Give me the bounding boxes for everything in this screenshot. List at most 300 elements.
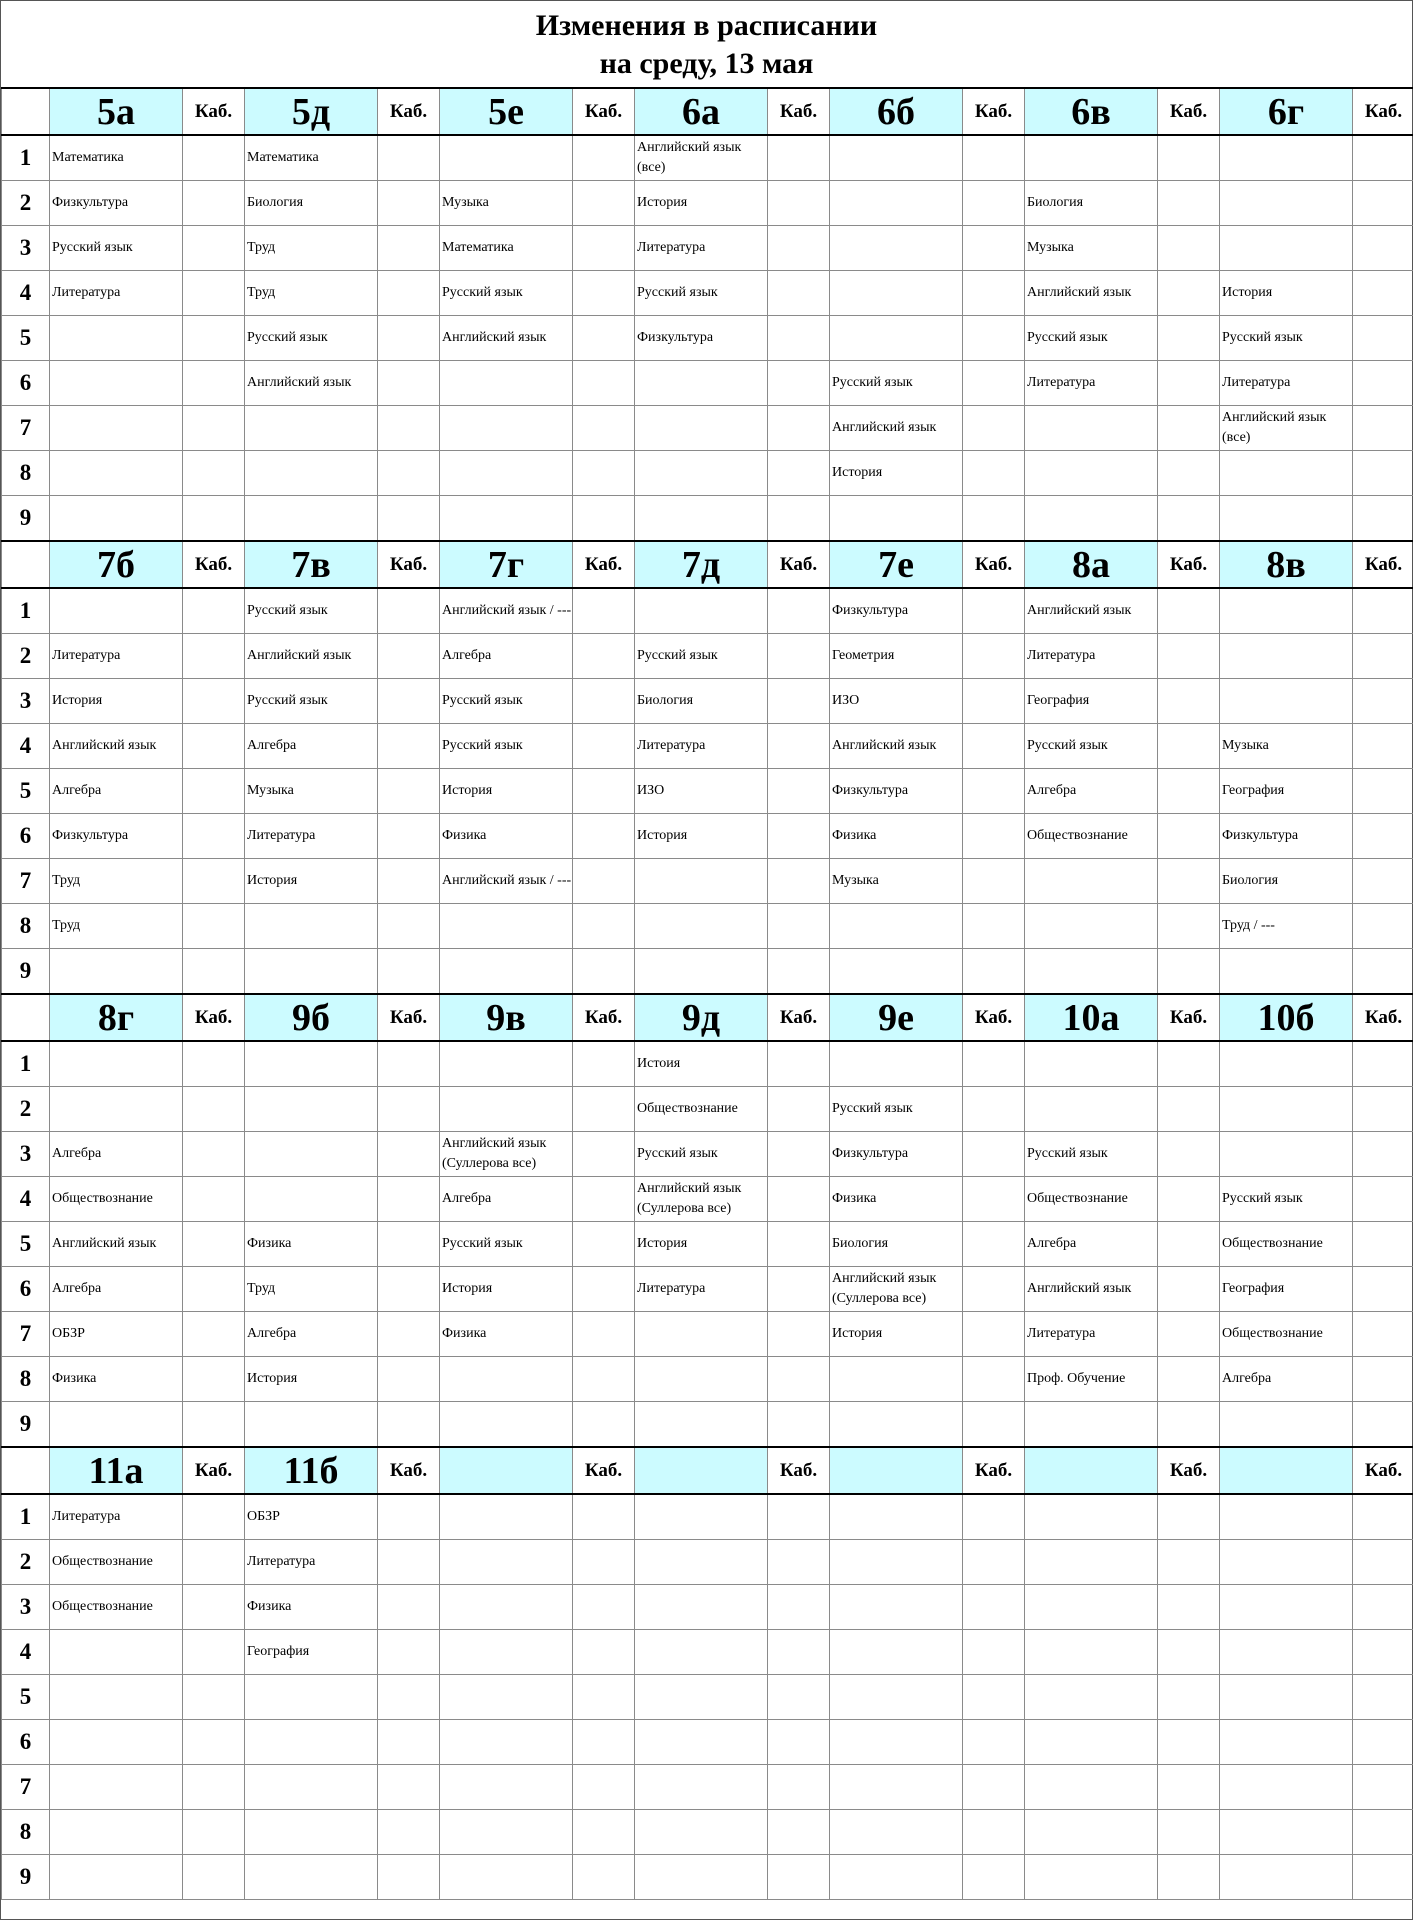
lesson-cell <box>440 1041 573 1087</box>
cabinet-header: Каб. <box>1353 541 1413 588</box>
lesson-cell: Литература <box>1025 1312 1158 1357</box>
lesson-number: 9 <box>2 1855 50 1900</box>
lesson-cell: Физика <box>440 1312 573 1357</box>
cabinet-cell <box>1353 1222 1413 1267</box>
cabinet-cell <box>573 1675 635 1720</box>
lesson-cell: ОБЗР <box>245 1494 378 1540</box>
cabinet-cell <box>1353 859 1413 904</box>
lesson-cell <box>1025 451 1158 496</box>
cabinet-header: Каб. <box>1158 1447 1220 1494</box>
lesson-cell <box>830 1494 963 1540</box>
lesson-cell: Английский язык <box>440 316 573 361</box>
cabinet-cell <box>573 1720 635 1765</box>
cabinet-cell <box>183 1132 245 1177</box>
cabinet-cell <box>378 406 440 451</box>
lesson-cell: Физкультура <box>830 588 963 634</box>
lesson-cell: История <box>635 814 768 859</box>
cabinet-cell <box>183 1494 245 1540</box>
cabinet-cell <box>1158 904 1220 949</box>
lesson-cell: ИЗО <box>635 769 768 814</box>
cabinet-cell <box>378 1810 440 1855</box>
lesson-cell: Обществознание <box>1025 1177 1158 1222</box>
cabinet-cell <box>573 859 635 904</box>
cabinet-cell <box>1158 1585 1220 1630</box>
cabinet-cell <box>1353 1810 1413 1855</box>
lesson-cell <box>1220 1720 1353 1765</box>
lesson-cell <box>440 1765 573 1810</box>
lesson-cell <box>440 1585 573 1630</box>
lesson-cell <box>1025 1630 1158 1675</box>
lesson-cell: Русский язык <box>245 316 378 361</box>
cabinet-cell <box>378 1087 440 1132</box>
cabinet-cell <box>573 814 635 859</box>
lesson-cell <box>440 1675 573 1720</box>
cabinet-header: Каб. <box>963 994 1025 1041</box>
cabinet-cell <box>183 316 245 361</box>
cabinet-header: Каб. <box>768 541 830 588</box>
lesson-cell <box>245 1402 378 1448</box>
lesson-cell <box>635 1540 768 1585</box>
cabinet-cell <box>963 1494 1025 1540</box>
cabinet-cell <box>1353 1087 1413 1132</box>
cabinet-cell <box>1158 1494 1220 1540</box>
lesson-cell: Литература <box>635 1267 768 1312</box>
cabinet-cell <box>183 406 245 451</box>
lesson-cell: Английский язык <box>50 1222 183 1267</box>
lesson-cell <box>245 1675 378 1720</box>
lesson-cell <box>830 1675 963 1720</box>
cabinet-cell <box>1158 588 1220 634</box>
class-name: 9в <box>440 994 573 1041</box>
lesson-cell: Английский язык / --- <box>440 588 573 634</box>
lesson-cell <box>635 1675 768 1720</box>
lesson-cell <box>635 1810 768 1855</box>
lesson-cell: Биология <box>1025 181 1158 226</box>
class-name: 11б <box>245 1447 378 1494</box>
cabinet-cell <box>573 406 635 451</box>
cabinet-cell <box>963 1041 1025 1087</box>
cabinet-cell <box>963 1177 1025 1222</box>
cabinet-cell <box>1158 634 1220 679</box>
lesson-number: 7 <box>2 406 50 451</box>
cabinet-cell <box>1353 769 1413 814</box>
lesson-cell <box>635 1494 768 1540</box>
lesson-cell: Литература <box>1220 361 1353 406</box>
cabinet-cell <box>1353 1177 1413 1222</box>
lesson-number: 3 <box>2 226 50 271</box>
cabinet-cell <box>183 1855 245 1900</box>
cabinet-cell <box>1353 361 1413 406</box>
cabinet-cell <box>768 679 830 724</box>
lesson-cell <box>635 1402 768 1448</box>
cabinet-cell <box>1353 226 1413 271</box>
lesson-cell <box>1025 1765 1158 1810</box>
cabinet-cell <box>963 1132 1025 1177</box>
class-name: 6а <box>635 88 768 135</box>
cabinet-cell <box>768 496 830 542</box>
lesson-row <box>2 1087 1413 1132</box>
cabinet-cell <box>183 271 245 316</box>
lesson-cell <box>1025 904 1158 949</box>
cabinet-cell <box>1158 1267 1220 1312</box>
lesson-row <box>2 904 1413 949</box>
cabinet-cell <box>1353 634 1413 679</box>
cabinet-cell <box>963 1222 1025 1267</box>
lesson-cell: Русский язык <box>245 588 378 634</box>
lesson-cell: История <box>440 769 573 814</box>
cabinet-cell <box>963 634 1025 679</box>
class-name: 6в <box>1025 88 1158 135</box>
lesson-cell <box>440 904 573 949</box>
cabinet-cell <box>573 634 635 679</box>
cabinet-cell <box>573 679 635 724</box>
cabinet-cell <box>963 814 1025 859</box>
lesson-cell <box>50 1087 183 1132</box>
lesson-row <box>2 451 1413 496</box>
lesson-number: 5 <box>2 769 50 814</box>
lesson-cell <box>50 406 183 451</box>
cabinet-cell <box>1158 1357 1220 1402</box>
cabinet-cell <box>378 316 440 361</box>
lesson-cell <box>50 1402 183 1448</box>
cabinet-cell <box>378 769 440 814</box>
lesson-cell <box>1025 1540 1158 1585</box>
lesson-cell <box>1220 451 1353 496</box>
lesson-cell: Английский язык (все) <box>1220 406 1353 451</box>
cabinet-cell <box>378 859 440 904</box>
lesson-cell <box>830 1855 963 1900</box>
cabinet-cell <box>963 1675 1025 1720</box>
cabinet-cell <box>768 724 830 769</box>
cabinet-cell <box>1158 1540 1220 1585</box>
cabinet-cell <box>183 226 245 271</box>
cabinet-cell <box>768 1357 830 1402</box>
lesson-number: 7 <box>2 1312 50 1357</box>
class-name <box>1220 1447 1353 1494</box>
lesson-cell: Английский язык <box>830 406 963 451</box>
cabinet-cell <box>1353 316 1413 361</box>
lesson-cell: Русский язык <box>1220 1177 1353 1222</box>
cabinet-cell <box>1353 1720 1413 1765</box>
lesson-cell <box>440 1720 573 1765</box>
lesson-cell <box>440 1855 573 1900</box>
lesson-cell: Физика <box>50 1357 183 1402</box>
class-name <box>830 1447 963 1494</box>
lesson-cell: Литература <box>245 1540 378 1585</box>
lesson-cell <box>1025 949 1158 995</box>
cabinet-cell <box>1158 1675 1220 1720</box>
lesson-cell: Русский язык <box>245 679 378 724</box>
cabinet-cell <box>573 1087 635 1132</box>
lesson-cell: Обществознание <box>50 1585 183 1630</box>
cabinet-header: Каб. <box>1353 88 1413 135</box>
lesson-cell: Математика <box>245 135 378 181</box>
lesson-cell <box>245 1810 378 1855</box>
cabinet-cell <box>768 1630 830 1675</box>
lesson-cell <box>635 1630 768 1675</box>
cabinet-cell <box>768 1720 830 1765</box>
class-name: 7в <box>245 541 378 588</box>
lesson-row <box>2 496 1413 542</box>
lesson-cell <box>440 1494 573 1540</box>
class-name <box>440 1447 573 1494</box>
cabinet-cell <box>963 271 1025 316</box>
cabinet-cell <box>963 406 1025 451</box>
cabinet-cell <box>1158 451 1220 496</box>
cabinet-header: Каб. <box>768 88 830 135</box>
lesson-cell: Алгебра <box>245 1312 378 1357</box>
lesson-cell: Музыка <box>1220 724 1353 769</box>
lesson-cell <box>1220 588 1353 634</box>
cabinet-cell <box>378 181 440 226</box>
cabinet-cell <box>1158 1402 1220 1448</box>
lesson-cell <box>1025 496 1158 542</box>
cabinet-cell <box>963 1402 1025 1448</box>
lesson-cell: Русский язык <box>1220 316 1353 361</box>
lesson-number: 3 <box>2 679 50 724</box>
cabinet-cell <box>183 1585 245 1630</box>
lesson-cell <box>440 949 573 995</box>
lesson-cell: История <box>245 859 378 904</box>
lesson-cell: География <box>1025 679 1158 724</box>
cabinet-cell <box>768 135 830 181</box>
cabinet-header: Каб. <box>1158 994 1220 1041</box>
lesson-cell: Русский язык <box>440 1222 573 1267</box>
cabinet-cell <box>1158 1765 1220 1810</box>
lesson-row <box>2 135 1413 181</box>
cabinet-cell <box>963 1720 1025 1765</box>
lesson-number: 4 <box>2 271 50 316</box>
lesson-cell: Физкультура <box>830 1132 963 1177</box>
lesson-cell <box>1220 949 1353 995</box>
lesson-cell: Русский язык <box>830 361 963 406</box>
lesson-cell: ИЗО <box>830 679 963 724</box>
class-name: 10а <box>1025 994 1158 1041</box>
lesson-cell <box>830 496 963 542</box>
lesson-number: 9 <box>2 949 50 995</box>
cabinet-cell <box>1353 1494 1413 1540</box>
cabinet-cell <box>378 1540 440 1585</box>
cabinet-cell <box>768 904 830 949</box>
lesson-cell <box>830 1041 963 1087</box>
lesson-cell: История <box>1220 271 1353 316</box>
lesson-row <box>2 316 1413 361</box>
lesson-cell: Обществознание <box>50 1540 183 1585</box>
lesson-cell <box>830 949 963 995</box>
cabinet-cell <box>573 1630 635 1675</box>
lesson-cell: Английский язык <box>245 361 378 406</box>
lesson-number: 1 <box>2 588 50 634</box>
lesson-cell <box>635 406 768 451</box>
lesson-cell <box>830 1357 963 1402</box>
lesson-cell: Биология <box>635 679 768 724</box>
lesson-cell: Обществознание <box>1220 1222 1353 1267</box>
cabinet-cell <box>963 451 1025 496</box>
cabinet-cell <box>963 361 1025 406</box>
cabinet-cell <box>183 769 245 814</box>
cabinet-header: Каб. <box>183 541 245 588</box>
class-name: 6г <box>1220 88 1353 135</box>
lesson-cell <box>1025 1585 1158 1630</box>
class-header-row <box>2 541 1413 588</box>
cabinet-header: Каб. <box>183 1447 245 1494</box>
lesson-row <box>2 859 1413 904</box>
lesson-row <box>2 1720 1413 1765</box>
cabinet-header: Каб. <box>378 541 440 588</box>
cabinet-cell <box>573 1267 635 1312</box>
cabinet-cell <box>378 724 440 769</box>
cabinet-cell <box>573 1810 635 1855</box>
cabinet-cell <box>183 904 245 949</box>
lesson-cell: Музыка <box>440 181 573 226</box>
cabinet-cell <box>378 634 440 679</box>
cabinet-cell <box>573 1494 635 1540</box>
class-name: 9б <box>245 994 378 1041</box>
lesson-cell: Физкультура <box>1220 814 1353 859</box>
lesson-cell: Труд / --- <box>1220 904 1353 949</box>
lesson-cell <box>1025 406 1158 451</box>
cabinet-cell <box>768 1675 830 1720</box>
lesson-cell <box>245 1041 378 1087</box>
cabinet-cell <box>378 1494 440 1540</box>
page-title <box>1 1 1412 87</box>
cabinet-header: Каб. <box>573 1447 635 1494</box>
lesson-cell: Литература <box>50 271 183 316</box>
lesson-cell <box>50 451 183 496</box>
cabinet-header: Каб. <box>963 88 1025 135</box>
lesson-row <box>2 679 1413 724</box>
cabinet-cell <box>768 1312 830 1357</box>
cabinet-cell <box>1158 1312 1220 1357</box>
lesson-cell <box>440 496 573 542</box>
lesson-row <box>2 634 1413 679</box>
cabinet-cell <box>768 316 830 361</box>
lesson-cell <box>1220 1630 1353 1675</box>
lesson-cell: Биология <box>1220 859 1353 904</box>
cabinet-cell <box>573 1855 635 1900</box>
cabinet-cell <box>573 949 635 995</box>
cabinet-header: Каб. <box>1158 541 1220 588</box>
lesson-cell: Геометрия <box>830 634 963 679</box>
lesson-row <box>2 1855 1413 1900</box>
cabinet-cell <box>378 1312 440 1357</box>
lesson-number: 1 <box>2 1041 50 1087</box>
lesson-cell: Русский язык <box>440 271 573 316</box>
lesson-cell: Обществознание <box>635 1087 768 1132</box>
lesson-cell <box>1025 1810 1158 1855</box>
cabinet-cell <box>378 1041 440 1087</box>
cabinet-cell <box>1353 1765 1413 1810</box>
cabinet-cell <box>963 679 1025 724</box>
cabinet-cell <box>183 588 245 634</box>
cabinet-header: Каб. <box>963 541 1025 588</box>
lesson-cell: Физика <box>440 814 573 859</box>
lesson-cell: Физика <box>245 1585 378 1630</box>
lesson-cell <box>1220 1132 1353 1177</box>
cabinet-cell <box>1158 1855 1220 1900</box>
lesson-cell: Русский язык <box>635 1132 768 1177</box>
cabinet-cell <box>378 1675 440 1720</box>
cabinet-cell <box>963 724 1025 769</box>
lesson-row <box>2 1177 1413 1222</box>
cabinet-cell <box>1158 1720 1220 1765</box>
cabinet-cell <box>573 181 635 226</box>
cabinet-cell <box>1158 679 1220 724</box>
lesson-cell <box>635 1357 768 1402</box>
lesson-cell: Истоия <box>635 1041 768 1087</box>
cabinet-header: Каб. <box>183 88 245 135</box>
class-name: 11а <box>50 1447 183 1494</box>
lesson-number: 2 <box>2 1087 50 1132</box>
lesson-row <box>2 181 1413 226</box>
cabinet-cell <box>378 271 440 316</box>
cabinet-cell <box>183 1267 245 1312</box>
lesson-cell <box>245 1855 378 1900</box>
class-name: 7е <box>830 541 963 588</box>
cabinet-cell <box>1158 724 1220 769</box>
lesson-cell: История <box>440 1267 573 1312</box>
lesson-cell <box>830 181 963 226</box>
cabinet-header: Каб. <box>963 1447 1025 1494</box>
lesson-number: 9 <box>2 1402 50 1448</box>
lesson-row <box>2 949 1413 995</box>
lesson-cell: География <box>1220 769 1353 814</box>
cabinet-cell <box>963 1357 1025 1402</box>
lesson-cell <box>245 1087 378 1132</box>
cabinet-cell <box>768 1267 830 1312</box>
cabinet-cell <box>573 1402 635 1448</box>
cabinet-header: Каб. <box>378 88 440 135</box>
lesson-number: 8 <box>2 1810 50 1855</box>
lesson-row <box>2 1357 1413 1402</box>
cabinet-cell <box>1158 1132 1220 1177</box>
lesson-row <box>2 1132 1413 1177</box>
lesson-cell <box>830 1720 963 1765</box>
class-name: 7д <box>635 541 768 588</box>
lesson-cell: Математика <box>50 135 183 181</box>
cabinet-cell <box>768 859 830 904</box>
cabinet-cell <box>378 1267 440 1312</box>
cabinet-cell <box>1158 316 1220 361</box>
cabinet-cell <box>573 588 635 634</box>
cabinet-cell <box>768 1585 830 1630</box>
cabinet-cell <box>963 1765 1025 1810</box>
lesson-cell: Алгебра <box>440 1177 573 1222</box>
lesson-cell <box>830 316 963 361</box>
lesson-cell <box>1025 135 1158 181</box>
lesson-cell: Физика <box>245 1222 378 1267</box>
lesson-cell: Алгебра <box>1025 1222 1158 1267</box>
cabinet-cell <box>768 1810 830 1855</box>
cabinet-header: Каб. <box>378 1447 440 1494</box>
cabinet-cell <box>1353 1585 1413 1630</box>
lesson-cell: Труд <box>50 904 183 949</box>
lesson-cell <box>830 1402 963 1448</box>
lesson-cell: Английский язык (Суллерова все) <box>440 1132 573 1177</box>
lesson-row <box>2 1585 1413 1630</box>
lesson-cell: Проф. Обучение <box>1025 1357 1158 1402</box>
cabinet-cell <box>1353 904 1413 949</box>
lesson-number: 2 <box>2 634 50 679</box>
cabinet-cell <box>963 1540 1025 1585</box>
lesson-cell <box>245 1765 378 1810</box>
cabinet-cell <box>963 859 1025 904</box>
lesson-row <box>2 1630 1413 1675</box>
header-corner-cell <box>2 541 50 588</box>
cabinet-header: Каб. <box>768 1447 830 1494</box>
cabinet-cell <box>1353 1267 1413 1312</box>
lesson-number: 5 <box>2 1675 50 1720</box>
